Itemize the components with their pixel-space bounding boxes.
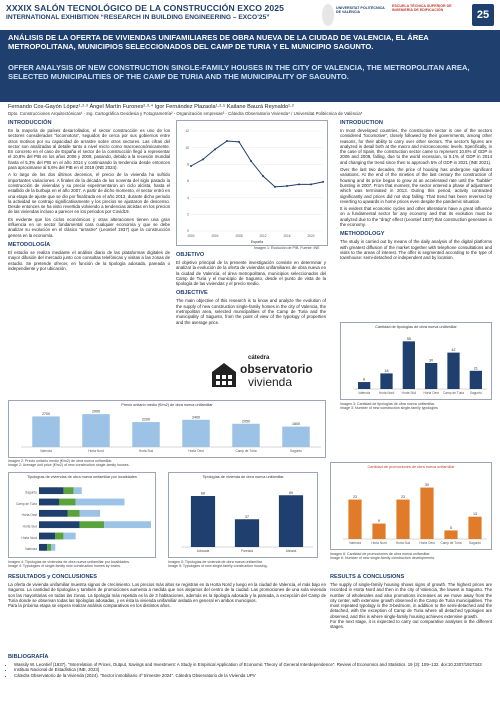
- bar: [358, 382, 370, 389]
- bar: [279, 495, 303, 547]
- method-paragraph-es: El estudio se realiza mediante el análisis diario de las plataformas digitales de mayor difusión del mercado junto con consultas telefónicas y visitas a las zonas de estudio. Se pretende ofrecer, en función de la tipología adosada, pareada o independiente y por ubicación.: [8, 249, 170, 271]
- bar-segment: [74, 487, 82, 494]
- bar-segment: [39, 533, 55, 540]
- biblio-item: • Instituto Nacional de Estadística (INE, 2023): [14, 667, 492, 672]
- data-point: [190, 165, 192, 167]
- bar: [396, 500, 409, 539]
- authors-line: Fernando Cos-Gayón López¹·²·³ Ángel Martín Furones²·³·⁴ Igor Fernández Plazaola¹·²·⁵ Kailane Bauzá Reynaldo¹·²: [8, 104, 294, 110]
- bar-segment: [39, 510, 68, 517]
- conference-subtitle: INTERNATIONAL EXHIBITION “RESEARCH IN BUILDING ENGINEERING – EXCO’25”: [6, 14, 270, 21]
- intro-paragraph-es-1: En la mayoría de países desarrollados, el sector construcción es uno de los sectores considerados "locomotora", seguidos de cerca por sus gobiernos entre otros motivos por su capacidad de arrastre sobre otros sectores. Las cifras del sector son analizadas al detalle tanto a nivel micro como macroeconómicamente. En concreto en el caso de España el sector de la construcción llegó a representar el 10,8% del PIB en los años 2006 y 2008, pasando, debido a la recesión mundial hasta el 5,3% del PIB en el año 2014 y continuando la tendencia desde entonces para aproximarse al 5,6% del PIB en el 2019 (INE 2024).: [8, 128, 170, 171]
- biblio-item: • Wassily W. Leontief (1937). "Interrelation of Prices, Output, Savings and Investment: A Study in Empirical Application of Economic Theory of General Interdependence". Review of Economics and Statistics. 19 (3): 109–132. doi:10.2307/1927343: [14, 662, 492, 667]
- typologies-bar-chart: [169, 473, 319, 559]
- y-tick-label: Horta Nord: [21, 535, 37, 540]
- data-point: [202, 158, 204, 160]
- x-tick-label: 2012: [259, 234, 267, 238]
- series-line: [191, 141, 323, 187]
- biblio-heading: BIBLIOGRAFÍA: [8, 654, 49, 660]
- bar-segment: [39, 544, 47, 551]
- x-tick-label: Camp de Túria: [235, 449, 257, 453]
- x-tick-label: Horta Oest: [188, 449, 204, 453]
- y-tick-label: Horta Oest: [21, 513, 37, 518]
- img5-caption: Imagen 5: Tipologías de vivienda de obra nueva unifamiliar. Image 5: Typologies of new single-family construction housing.: [168, 560, 268, 569]
- method-paragraph-en: The study is carried out by means of the daily analysis of the digital platforms with greatest diffusion of the market together with telephone consultations and visits to the areas of interest. The offer is segmented according to the type of townhouse: semi-detached or independent and by location.: [340, 239, 492, 261]
- data-label: 42: [451, 348, 456, 353]
- results-es: [8, 574, 326, 608]
- bar: [132, 422, 160, 447]
- developments-chart-title: Cantidad de promociones de obra nueva unifamiliar: [367, 465, 455, 469]
- x-tick-label: Horta Oest: [423, 391, 439, 395]
- data-label: 55: [406, 336, 411, 341]
- typologies-chart: [168, 472, 318, 558]
- bar: [380, 373, 392, 389]
- biblio-item: • Cátedra Observatorio de la Vivienda (2024). "Sector inmobiliario 4º trimestre 2024". Cátedra Observatorio de la Vivienda UPV: [14, 673, 492, 678]
- catedra-icon: [210, 361, 238, 389]
- x-tick-label: Horta Nord: [371, 541, 387, 545]
- catedra-small: cátedra: [248, 355, 270, 361]
- upv-logo: UNIVERSITAT POLITÈCNICA DE VALÈNCIA: [336, 6, 385, 15]
- price-chart-title: Precio unitario medio (€/m2) de obra nueva unifamiliar: [121, 403, 213, 407]
- data-label: 1800: [292, 422, 300, 427]
- x-tick-label: Valencia: [349, 541, 361, 545]
- x-tick-label: Horta Sud: [395, 541, 411, 545]
- typology-count-title: Cantidad de tipologías de obra nueva unifamiliar: [375, 325, 457, 329]
- bar-segment: [39, 521, 80, 528]
- y-tick-label: Sagunto: [25, 490, 37, 495]
- y-tick-label: 2: [187, 212, 189, 217]
- method-heading-es: METODOLOGÍA: [8, 241, 51, 248]
- exco-logo: 25: [472, 4, 494, 26]
- data-point: [226, 140, 228, 142]
- biblio-list: [8, 662, 492, 678]
- method-heading-en: METHODOLOGY: [340, 231, 385, 238]
- bar: [191, 496, 215, 547]
- data-point: [274, 186, 276, 188]
- bar-segment: [63, 533, 75, 540]
- data-label: 2200: [142, 417, 150, 422]
- y-tick-label: 8: [187, 162, 189, 167]
- catedra-line1: observatorio: [240, 362, 313, 376]
- img3-caption: Imagen 3: Cantidad de tipologías de obra nueva unifamiliar. Image 3: Number of new construction single-family typologies: [340, 402, 438, 411]
- img2-caption: Imagen 2: Precio unitario medio (€/m2) de obra nueva unifamiliar. Image 2: Average unit price (€/m2) of new construction single-family houses.: [8, 459, 130, 468]
- x-tick-label: Horta Nord: [378, 391, 395, 395]
- data-point: [298, 183, 300, 185]
- x-axis-label: España: [250, 240, 264, 244]
- bar-segment: [47, 544, 51, 551]
- bar: [232, 424, 260, 447]
- img1-caption: Imagen 1: Evolución de PIB. Fuente: INE: [254, 246, 320, 250]
- x-tick-label: Horta Nord: [88, 449, 104, 453]
- data-point: [310, 183, 312, 185]
- data-label: 2700: [42, 411, 50, 416]
- catedra-line2: vivienda: [248, 375, 293, 389]
- bar: [348, 500, 361, 539]
- data-label: 5: [450, 525, 452, 530]
- y-tick-label: 12: [185, 129, 189, 134]
- developments-bar-chart: [331, 463, 493, 551]
- x-tick-label: Camp de Túria: [440, 541, 462, 545]
- crest-logo: [322, 4, 334, 26]
- bar: [470, 371, 482, 389]
- bar: [447, 353, 459, 389]
- x-tick-label: 2008: [235, 234, 243, 238]
- y-tick-label: Horta Sud: [22, 524, 37, 529]
- intro-heading-en: INTRODUCTION: [340, 120, 383, 126]
- bibliography: [8, 654, 492, 678]
- bar: [235, 519, 259, 547]
- bar-segment: [39, 487, 63, 494]
- catedra-logo: [210, 355, 313, 395]
- bar-segment: [51, 544, 55, 551]
- bar-segment: [80, 510, 100, 517]
- x-tick-label: 2016: [283, 234, 291, 238]
- left-column: [8, 120, 170, 271]
- data-point: [214, 148, 216, 150]
- objetivo-paragraph: El objetivo principal de la presente investigación consiste en determinar y analizar la evolución de la oferta de viviendas unifamiliares de obra nueva en la ciudad de Valencia, el área metropolitana, municipios seleccionados del Camp de Turia y el municipio de Sagunto, desde el punto de vista de la tipología de las viviendas y el precio medio.: [176, 260, 326, 287]
- bar-segment: [55, 533, 63, 540]
- x-tick-label: Aislada: [285, 549, 297, 553]
- typology-count-bar-chart: [341, 323, 493, 401]
- title-english: OFFER ANALYSIS OF NEW CONSTRUCTION SINGLE-FAMILY HOUSES IN THE CITY OF VALENCIA, THE METROPOLITAN AREA, SELECTED MUNICIPALITIES OF THE CAMP DE TURIA AND THE MUNICIPALITY OF SAGUNTO.: [8, 63, 470, 82]
- x-tick-label: Sagunto: [290, 449, 302, 453]
- intro-paragraph-es-3: Es evidente que los ciclos económicos y otras alteraciones tienen una gran influencia en un sector fundamental cara cualquier economía y que se debe analizar su evolución en el clásico "arrastre" (Leontief 1937) que la construcción genera en la economía.: [8, 216, 170, 238]
- img6-caption: Imagen 6: Cantidad de promociones de obra nueva unifamiliar. Image 6: Number of new single-family construction developments.: [330, 552, 436, 561]
- results-paragraph-es: La oferta de vivienda unifamiliar muestra signos de crecimiento. Los precios más altos se registran en la Horta Nord y luego en la ciudad de Valencia, el más bajo en Sagunto. La cantidad de tipologías y también de promociones aumenta a medida que nos alejamos del centro de la ciudad. Las promociones de una sola vivienda son las mayoritarias en todas las zonas. La tipología más repetida es la de 3 habitaciones, además es la tipología adosada y la pareada, a excepción del Camp de Turia donde se observan todas las tipologías adosadas, y es ésta la vivienda unifamiliar aislada en general en ambos municipios. Para la próxima etapa se espera realizar análisis comparativos en los distintos años.: [8, 582, 326, 609]
- right-column: [340, 120, 492, 261]
- data-label: 68: [201, 491, 205, 496]
- y-tick-label: 0: [187, 229, 189, 234]
- developments-chart: [330, 462, 492, 550]
- typologies-chart-title: Tipologías de vivienda de obra nueva unifamiliar: [202, 475, 284, 479]
- bar: [282, 427, 310, 447]
- x-tick-label: Pareada: [240, 549, 254, 553]
- bar: [82, 414, 110, 447]
- objective-heading: OBJECTIVE: [176, 290, 208, 297]
- data-label: 2400: [192, 415, 200, 420]
- towns-bar-chart: [9, 473, 157, 559]
- data-point: [322, 181, 324, 183]
- data-label: 30: [425, 483, 429, 488]
- y-tick-label: 10: [185, 145, 189, 150]
- x-tick-label: 2000: [187, 234, 195, 238]
- conference-title: XXXIX SALÓN TECNOLÓGICO DE LA CONSTRUCCIÓN EXCO 2025: [6, 3, 285, 13]
- typology-count-chart: [340, 322, 492, 400]
- data-label: 2900: [92, 409, 100, 414]
- data-label: 2050: [242, 419, 250, 424]
- bar-segment: [80, 521, 104, 528]
- x-tick-label: Adosada: [196, 549, 210, 553]
- data-point: [238, 141, 240, 143]
- x-tick-label: Horta Oest: [419, 541, 435, 545]
- data-point: [250, 160, 252, 162]
- etsie-logo: ESCUELA TÉCNICA SUPERIOR DE INGENIERÍA DE EDIFICACIÓN: [392, 4, 468, 26]
- data-label: 23: [353, 495, 357, 500]
- bar-segment: [104, 521, 151, 528]
- bar: [444, 530, 457, 539]
- intro-paragraph-en-1: In most developed countries, the construction sector is one of the sectors considered "locomotive", closely followed by their governments, among other reasons, for their ability to carry over other sectors. The sector's figures are analyzed in detail both at the macro and microeconomic levels. Specifically, in the case of Spain, the construction sector came to represent 10.8% of GDP in 2006 and 2008, falling, due to the world recession, to 5.1% of GDP in 2014 and changing the trend since then to approach 5% of GDP in 2021 (INE 2021).: [340, 128, 492, 165]
- bar: [425, 363, 437, 389]
- bar-segment: [59, 499, 75, 506]
- results-paragraph-en: The supply of single-family housing shows signs of growth. The highest prices are recorded in Horta Nord and then in the city of Valencia, the lowest in Sagunto. The number of wholesales and also promotions increases as we move away from the city center, with extensive growth observed in the Camp de Turia municipalities. The most repeated typology is the 3-bedroom, in addition to the semi-detached and the detached, with the exception of Camp de Turia where all detached typologies are observed, and this is where single-family housing achieves extensive growth. For the next stage, it is expected to carry out comparative analyses in the different stages.: [330, 582, 492, 630]
- intro-paragraph-es-2: A lo largo de los dos últimos decenios, el precio de la vivienda ha sufrido importantes variaciones. A finales de la década de los noventa del siglo pasado la construcción de viviendas y su precio experimentaron un ciclo alcista, hasta el estallido de la burbuja en el año 2007. A partir de dicho momento, el sector entró en una etapa de ajuste que se dio por finalizada en el año 2013, durante dicho periodo la actividad se contrajo significativamente y los precios se ajustaron de descenso. Desde entonces se ha visto revertida volviendo a tendencias alcistas en los precios de las viviendas incluso a parecer en los periodos por Covid19.: [8, 172, 170, 215]
- bar: [372, 524, 385, 539]
- x-tick-label: Valencia: [358, 391, 371, 395]
- data-label: 9: [378, 519, 380, 524]
- data-label: 13: [473, 512, 477, 517]
- bar-segment: [63, 487, 73, 494]
- x-tick-label: 2004: [211, 234, 219, 238]
- y-tick-label: Valencia: [25, 547, 37, 552]
- x-tick-label: Horta Sud: [401, 391, 417, 395]
- x-tick-label: 2020: [307, 234, 315, 238]
- x-tick-label: Sagunto: [469, 391, 482, 395]
- y-tick-label: 4: [187, 195, 189, 200]
- data-label: 18: [384, 368, 389, 373]
- data-point: [262, 175, 264, 177]
- center-column: [176, 252, 326, 325]
- bar: [32, 416, 60, 447]
- price-chart: [8, 400, 326, 458]
- x-tick-label: Valencia: [40, 449, 52, 453]
- data-label: 37: [245, 514, 249, 519]
- data-label: 30: [429, 358, 434, 363]
- y-tick-label: 6: [187, 179, 189, 184]
- gdp-line-chart: [177, 121, 329, 247]
- results-en: [330, 574, 492, 630]
- objetivo-heading: OBJETIVO: [176, 252, 205, 258]
- bar: [420, 488, 433, 539]
- price-bar-chart: [9, 401, 327, 459]
- bar-segment: [68, 510, 80, 517]
- data-label: 69: [289, 490, 293, 495]
- results-heading-en: RESULTS & CONCLUSIONS: [330, 574, 405, 580]
- img4-caption: Imagen 4: Tipologías de viviendas de obra nueva unifamiliar por localidades. Image 4: Typologies of single-family new construction homes by towns.: [8, 560, 130, 569]
- data-label: 23: [401, 495, 405, 500]
- x-tick-label: Sagunto: [469, 541, 481, 545]
- intro-heading-es: INTRODUCCIÓN: [8, 120, 52, 126]
- towns-chart: [8, 472, 156, 558]
- bar: [403, 341, 415, 389]
- data-label: 21: [473, 366, 478, 371]
- gdp-chart: [176, 120, 328, 246]
- title-spanish: ANÁLISIS DE LA OFERTA DE VIVIENDAS UNIFAMILIARES DE OBRA NUEVA DE LA CIUDAD DE VALENCIA, EL ÁREA METROPOLITANA, MUNICIPIOS SELECCIONADOS DEL CAMP DE TURIA Y EL MUNICIPIO SAGUNTO.: [8, 33, 429, 52]
- intro-paragraph-en-3: It is evident that economic cycles and other alterations have a great influence on a fundamental sector for any economy and that its evolution must be analyzed due to the "drag" effect (Leontief 1937) that construction generates in the economy.: [340, 206, 492, 228]
- towns-chart-title: Tipologías de viviendas de obra nueva unifamiliar por localidades: [27, 475, 137, 479]
- bar-segment: [76, 499, 125, 506]
- objective-paragraph: The main objective of this research is to know and analyze the evolution of the supply of new construction single-family homes in the city of Valencia, the metropolitan area, selected municipalities of the Camp de Turia and the municipality of Sagunto, from the point of view of the typology of properties and the average price.: [176, 298, 326, 325]
- bar: [468, 517, 481, 539]
- x-tick-label: Horta Sud: [138, 449, 154, 453]
- data-label: 8: [363, 377, 366, 382]
- affiliations-line: Dpto. Construcciones Arquitectónicas¹ - Ing. Cartográfica Geodesia y Fotogrametría² - Organización empresas³ - Cátedra Observatorio Vivienda⁴ / Universitat Politècnica de València⁵: [8, 111, 363, 116]
- bar: [182, 420, 210, 447]
- intro-paragraph-en-2: Over the last two decades, the price of housing has undergone significant variations. At the end of the nineties of the last century the construction of housing and its price began to grow at an accelerated rate until the "bubble" bursting in 2007. From that moment, the sector entered a phase of adjustment which was terminated in 2013. During this period, activity contracted significantly and prices did not stop falling. That trend has been reversed by reverting to upwards in home prices even despite the pandemic situation.: [340, 167, 492, 204]
- bar-segment: [39, 499, 59, 506]
- catedra-icon-graphic: [210, 361, 238, 389]
- results-heading-es: RESULTADOS y CONCLUSIONES: [8, 574, 97, 580]
- y-tick-label: Camp de Túria: [15, 501, 37, 506]
- x-tick-label: Camp de Túria: [442, 391, 465, 395]
- data-point: [286, 185, 288, 187]
